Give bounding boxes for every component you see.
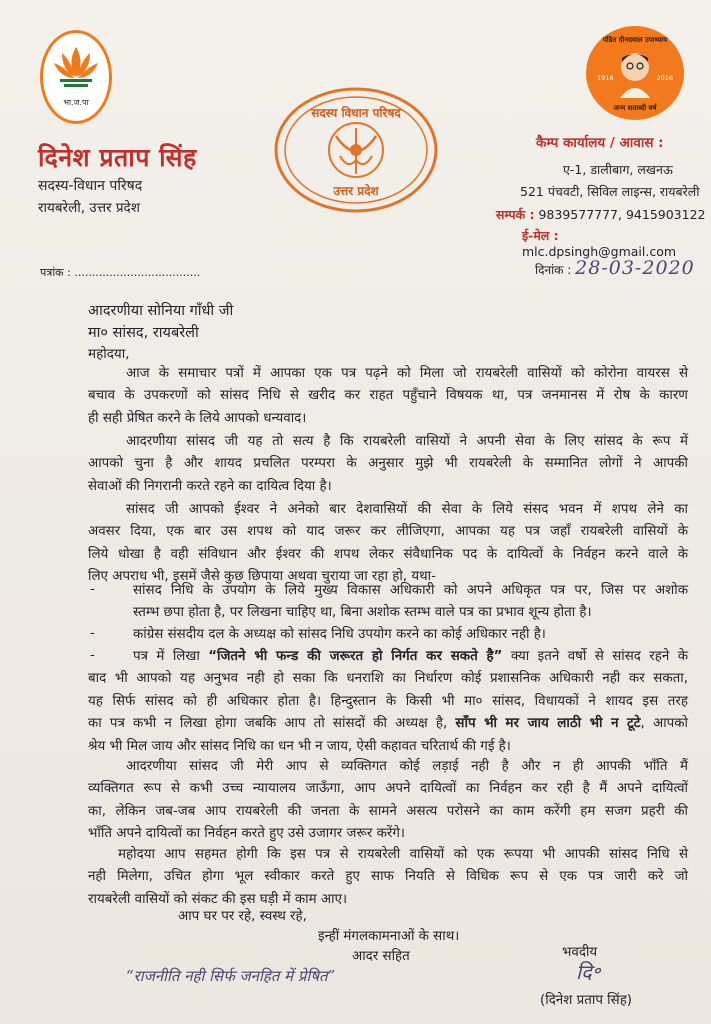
recipient-designation: मा० सांसद, रायबरेली: [88, 325, 199, 341]
contact-label: सम्पर्क :: [496, 207, 535, 222]
paragraph-3: [88, 499, 688, 589]
paragraph-7: आप घर पर रहे, स्वस्थ रहे,: [178, 909, 307, 924]
deendayal-centenary-logo: [586, 26, 684, 120]
email-value: mlc.dpsingh@gmail.com: [522, 244, 677, 259]
paragraph-1: [88, 363, 688, 430]
contact-value: 9839577777, 9415903122: [538, 207, 706, 222]
paragraph-line: लिये धोखा है वही संविधान और ईश्वर की शपथ लेकर संवैधानिक पद के दायित्वों के निर्वहन करने वाले के: [88, 546, 688, 562]
seal-top-text: सदस्य विधान परिषद: [311, 106, 401, 120]
reference-row: [40, 265, 200, 280]
address-line-2: 521 पंचवटी, सिविल लाइन्स, रायबरेली: [520, 184, 700, 199]
vidhan-parishad-seal: [272, 86, 440, 214]
address-line-1: ए-1, डालीबाग, लखनऊ: [563, 162, 673, 177]
p4-start: पत्र में लिखा: [133, 649, 209, 664]
paragraph-2: [88, 431, 688, 498]
paragraph-line: सेवाओं की निगरानी करते रहने का दायित्व दिया है।: [88, 478, 332, 494]
office-heading: कैम्प कार्यालय / आवास :: [536, 135, 664, 151]
p4-l4-start: का पत्र कभी न लिखा होगा जबकि आप तो सांसदों की अध्यक्ष है,: [88, 716, 456, 732]
bullet-marker: -: [90, 582, 95, 597]
reference-label: पत्रांक :: [40, 266, 71, 279]
paragraph-line: सांसद निधि के उपयोग के लिये मुख्य विकास अधिकारी को अपने अधिकृत पत्र पर, जिस पर अशोक: [133, 583, 688, 598]
salutation: महोदया,: [88, 346, 130, 362]
paragraph-line: महोदया आप सहमत होगी कि इस पत्र से रायबरेली वासियों को एक रूपया भी आपकी सांसद निधि से: [118, 847, 688, 862]
bjp-logo-text: भा.ज.पा: [63, 98, 89, 107]
centenary-year-end: 2016: [656, 74, 673, 82]
paragraph-line: आदरणीया सांसद जी यह तो सत्य है कि रायबरेली वासियों ने अपनी सेवा के लिए सांसद के रूप में: [126, 434, 688, 449]
email-label: ई-मेल :: [522, 228, 559, 243]
paragraph-line: बचाव के उपकरणों को सांसद निधि से खरीद कर राहत पहुँचाने विषयक था, पत्र जनमानस में रोष के कारण: [88, 388, 688, 404]
bullet-marker: -: [90, 648, 95, 663]
email-row: [522, 227, 711, 259]
paragraph-5: [88, 756, 688, 846]
paragraph-line: सांसद जी आपको ईश्वर ने अनेको बार देशवासियों की सेवा के लिये संसद भवन में शपथ लेने का: [126, 502, 688, 517]
reference-blank: ....................................: [74, 266, 201, 279]
portrait-icon: [616, 48, 654, 98]
bjp-lotus-logo: [40, 30, 112, 124]
seal-bottom-text: उत्तर प्रदेश: [333, 184, 379, 198]
paragraph-line: भाँति अपने दायित्वों का निर्वहन करते हुए उसे उजागर जरूर करेंगे।: [88, 826, 405, 842]
paragraph-4: [88, 646, 688, 758]
sender-name: दिनेश प्रताप सिंह: [38, 143, 197, 172]
paragraph-line: आपको चुना है और शायद प्रचलित परम्परा के अनुसार मुझे भी रायबरेली के सम्मानित लोगों ने आपकी: [88, 456, 688, 472]
paragraph-line: [88, 713, 688, 735]
centenary-year-start: 1916: [597, 74, 614, 82]
p4-rest: क्या इतने वर्षो से सांसद रहने के: [502, 649, 689, 664]
paragraph-line: रायबरेली वासियों को संकट की इस घड़ी में काम आए।: [88, 891, 348, 907]
bullet-item-1: [133, 580, 688, 625]
paragraph-line: बाद भी आपको यह अनुभव नही हो सका कि धनराशि का निर्धारण कोई प्रशासनिक अधिकारी नही कर सकता,: [88, 671, 688, 687]
closing-wishes: इन्हीं मंगलकामनाओं के साथ।: [318, 929, 460, 944]
p4-l4-bold: साँप भी मर जाय लाठी भी न टूटे: [455, 716, 641, 732]
closing-regards: आदर सहित: [352, 949, 410, 964]
date-label: दिनांक :: [535, 263, 572, 277]
sender-location: रायबरेली, उत्तर प्रदेश: [38, 200, 140, 216]
p4-quote: “जितने भी फन्ड की जरूरत हो निर्गत कर सकते है”: [208, 649, 503, 664]
bullet-marker: -: [90, 626, 95, 641]
p4-l4-end: , आपको: [640, 716, 688, 732]
lotus-icon: [52, 43, 100, 95]
paragraph-line: अवसर दिया, एक बार उस शपथ को याद जरूर कर लीजिएगा, आपका यह पत्र जहाँ रायबरेली वासियों के: [88, 524, 688, 540]
centenary-bottom-text: जन्म शताब्दी वर्ष: [613, 104, 657, 112]
paragraph-line: नही मिलेगा, उचित होगा भूल स्वीकार करते हुए साफ नियति से विधिक रूप से एक पत्र जारी करे जो: [88, 869, 688, 885]
contact-row: [496, 206, 706, 223]
paragraph-line: श्रेय भी मिल जाय और सांसद निधि का धन भी न जाय, ऐसी कहावत चरितार्थ की गई है।: [88, 738, 511, 754]
date-value: 28-03-2020: [575, 257, 695, 279]
paragraph-line: कांग्रेस संसदीय दल के अध्यक्ष को सांसद निधि उपयोग करने का कोई अधिकार नही है।: [133, 627, 546, 642]
centenary-top-text: पंडित दीनदयाल उपाध्याय: [602, 36, 668, 44]
paragraph-line: स्तम्भ छपा होता है, पर लिखना चाहिए था, बिना अशोक स्तम्भ वाले पत्र का प्रभाव शून्य होता है।: [133, 605, 592, 621]
signature: दि॰: [576, 960, 601, 984]
paragraph-line: का, लेकिन जब-जब आप रायबरेली की जनता के सामने असत्य परोसने का काम करेंगी हम सजग प्रहरी की: [88, 803, 688, 819]
recipient-name: आदरणीया सोनिया गाँधी जी: [88, 303, 234, 319]
signatory-name: (दिनेश प्रताप सिंह): [540, 993, 633, 1008]
sender-designation: सदस्य-विधान परिषद: [38, 178, 143, 194]
paragraph-line: यह सिर्फ सांसद को ही अधिकार होता है। हिन्दुस्तान के किसी भी मा० सांसद, विधायकों ने शायद इस तरह: [88, 693, 688, 709]
date-row: [535, 257, 695, 279]
paragraph-line: [88, 646, 688, 668]
paragraph-6: [88, 844, 688, 911]
paragraph-line: आज के समाचार पत्रों में आपका एक पत्र पढ़ने को मिला जो रायबरेली वासियों को कोरोना वायरस से: [126, 366, 688, 381]
closing-yours: भवदीय: [562, 945, 598, 960]
handwritten-note: “राजनीति नही सिर्फ जनहित में प्रेषित”: [126, 967, 336, 985]
bullet-item-2: [133, 624, 688, 646]
paragraph-line: आदरणीया सांसद जी मेरी आप से व्यक्तिगत कोई लड़ाई नही है और न ही आपकी भाँति मैं: [126, 759, 688, 774]
paragraph-line: लिए अपराध भी, इसमें जैसे कुछ छिपाया अथवा चुराया जा रहा हो, यथा-: [88, 569, 436, 585]
paragraph-line: व्यक्तिगत रूप से कभी उच्च न्यायालय जाऊँगा, आप अपने दायित्वों का निर्वहन कर रही है मैं अपने दायित्वों: [88, 781, 688, 797]
paragraph-line: ही सही प्रेषित करने के लिये आपको धन्यवाद।: [88, 410, 307, 426]
